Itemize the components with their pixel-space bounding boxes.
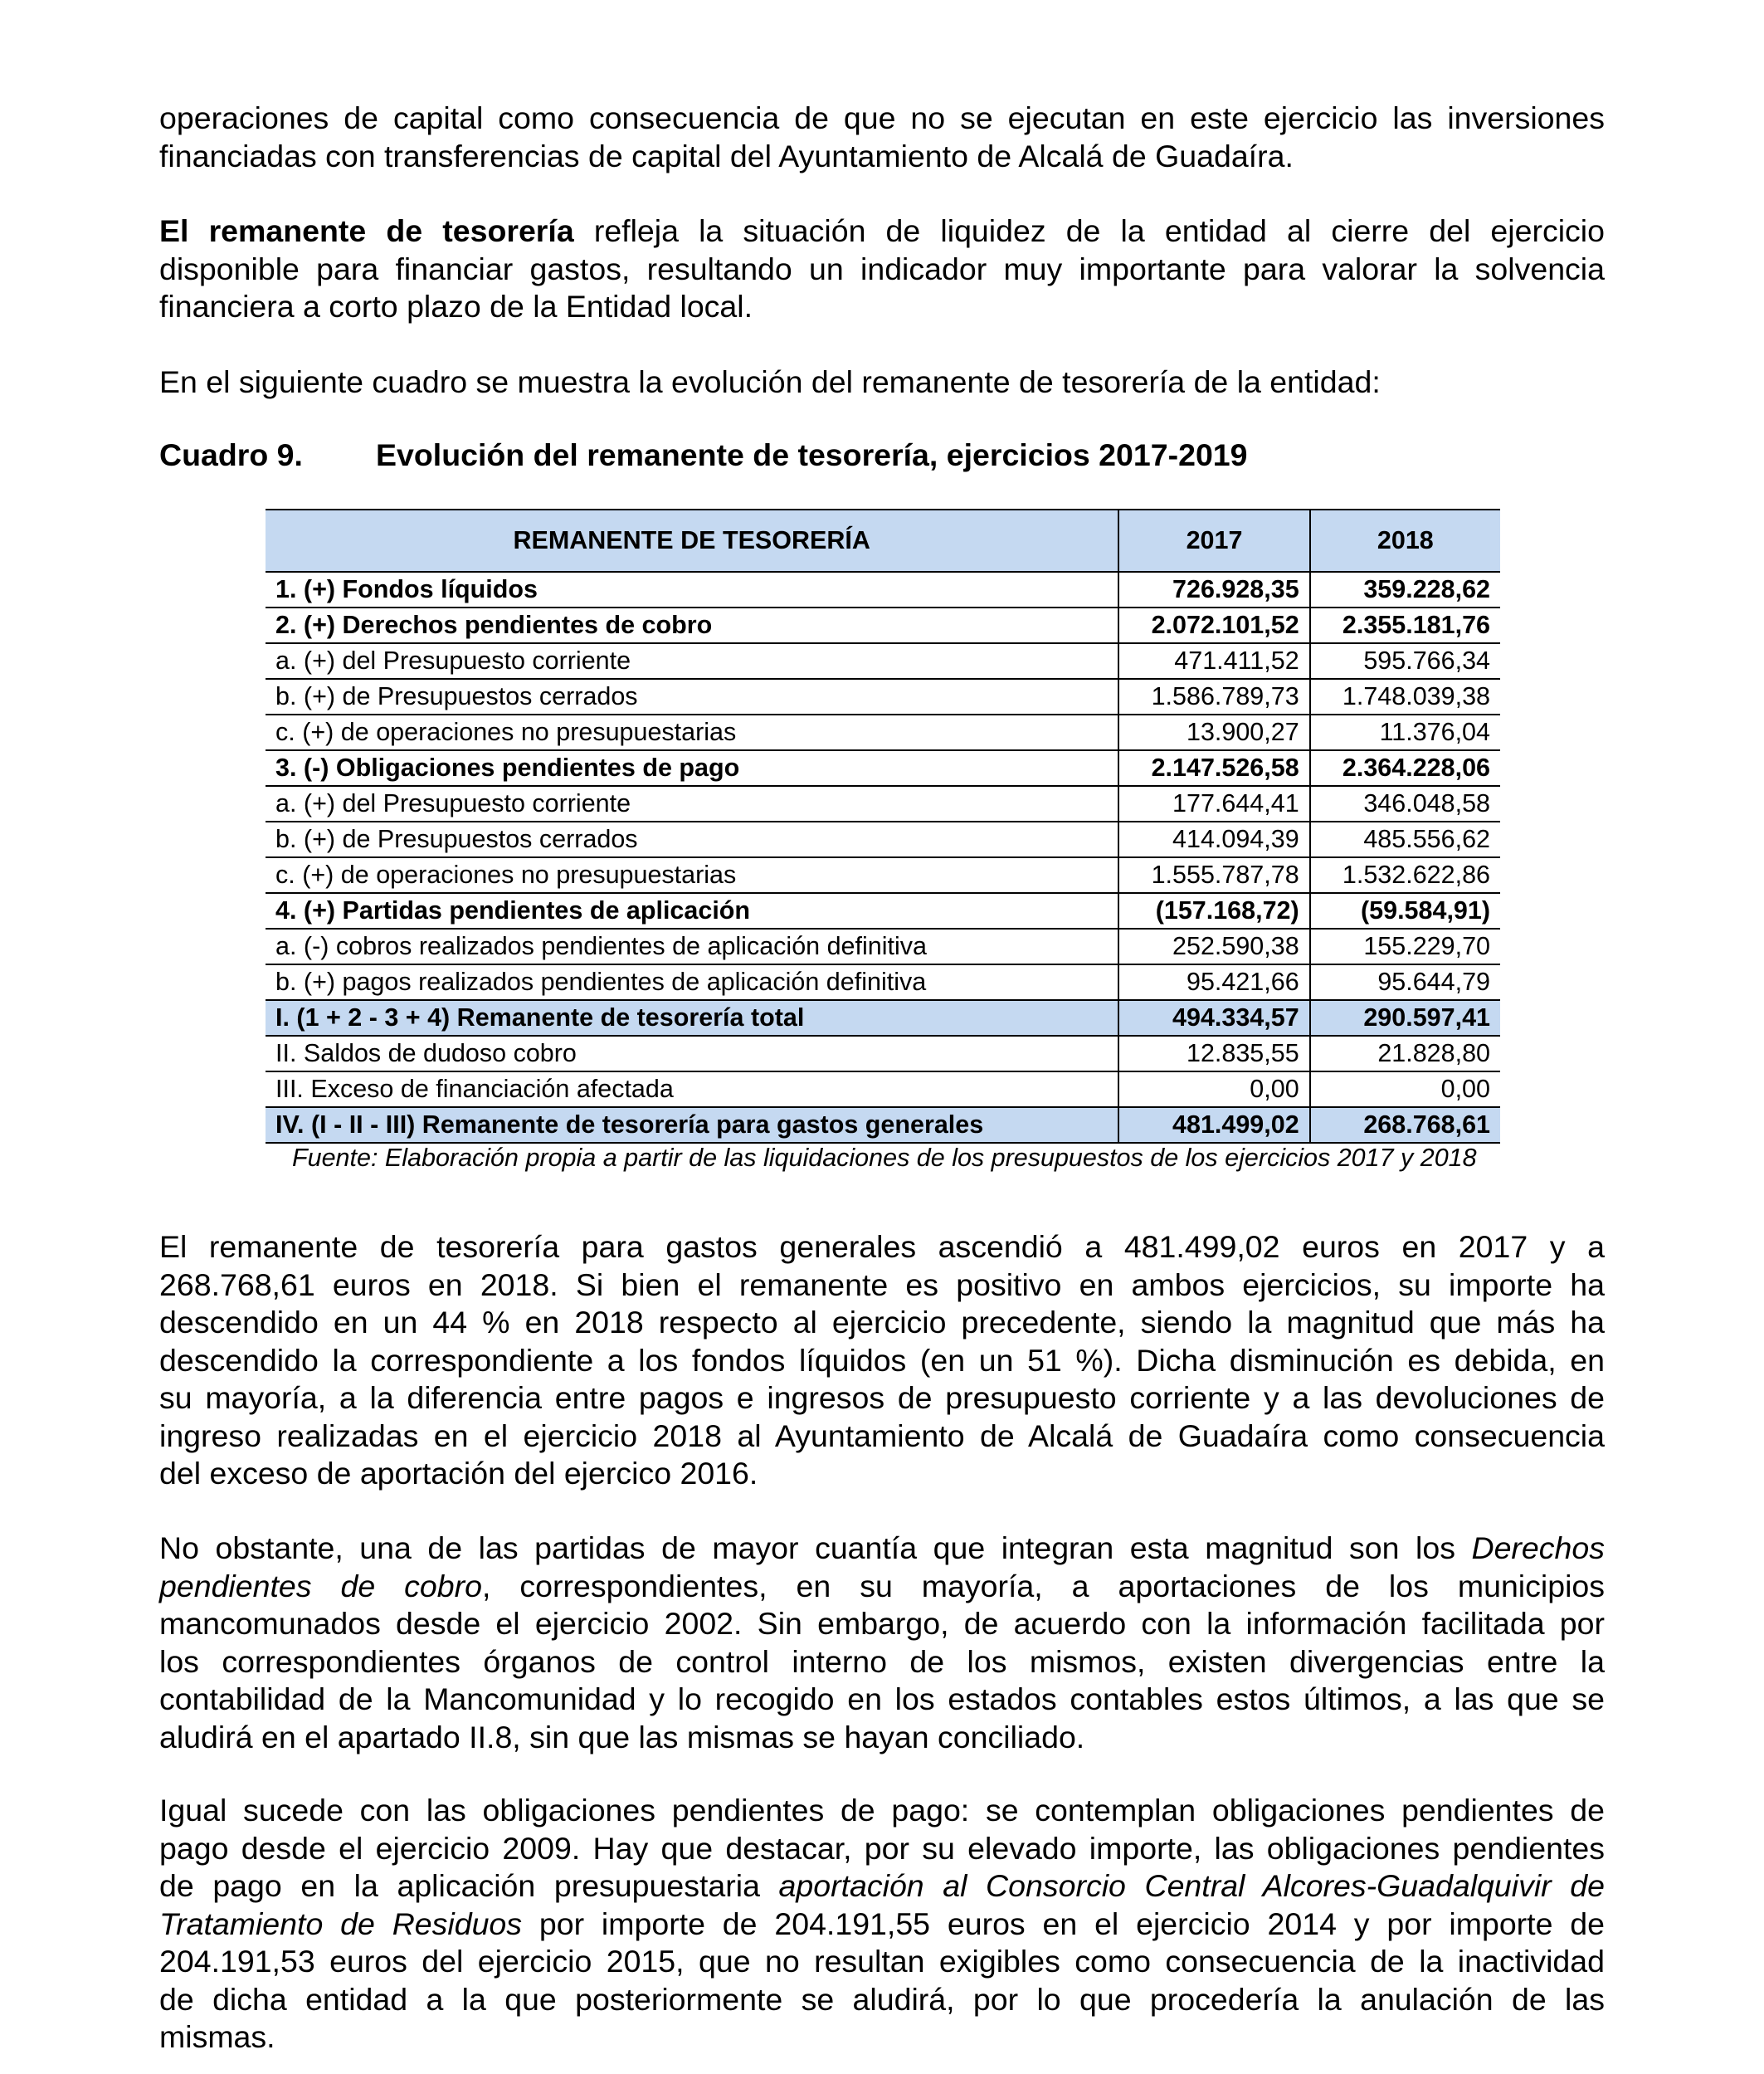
table-row	[266, 715, 1500, 750]
value-2017: (157.168,72)	[1118, 893, 1309, 929]
value-2017: 726.928,35	[1118, 572, 1309, 608]
row-label: I. (1 + 2 - 3 + 4) Remanente de tesorería total	[266, 1000, 1118, 1036]
italic-term: aportación al Consorcio Central Alcores-Guadalquivir de	[778, 1868, 1605, 1903]
table-row	[266, 679, 1500, 715]
table-body	[266, 572, 1500, 1143]
value-2018: 595.766,34	[1310, 643, 1500, 679]
value-2018: 2.355.181,76	[1310, 608, 1500, 643]
text-line: de pago en la aplicación presupuestaria aportación al Consorcio Central Alcores-Guadalquivir de	[159, 1868, 1605, 1903]
text-line: contabilidad de la Mancomunidad y lo recogido en los estados contables estos últimos, a las que se	[159, 1681, 1605, 1716]
table-row	[266, 822, 1500, 857]
value-2018: 2.364.228,06	[1310, 750, 1500, 786]
row-label: c. (+) de operaciones no presupuestarias	[266, 715, 1118, 750]
text-line: El remanente de tesorería para gastos generales ascendió a 481.499,02 euros en 2017 y a	[159, 1229, 1605, 1264]
table-row	[266, 1071, 1500, 1107]
row-label: a. (-) cobros realizados pendientes de aplicación definitiva	[266, 929, 1118, 964]
value-2017: 177.644,41	[1118, 786, 1309, 822]
row-label: c. (+) de operaciones no presupuestarias	[266, 857, 1118, 893]
row-label: II. Saldos de dudoso cobro	[266, 1036, 1118, 1071]
italic-term: Tratamiento de Residuos	[159, 1906, 523, 1941]
row-label: b. (+) de Presupuestos cerrados	[266, 822, 1118, 857]
text-line: ingreso realizadas en el ejercicio 2018 al Ayuntamiento de Alcalá de Guadaíra como consecuencia	[159, 1418, 1605, 1453]
table-row	[266, 929, 1500, 964]
value-2017: 1.586.789,73	[1118, 679, 1309, 715]
obligaciones-paragraph	[159, 1792, 1605, 2057]
row-label: 1. (+) Fondos líquidos	[266, 572, 1118, 608]
row-label: 4. (+) Partidas pendientes de aplicación	[266, 893, 1118, 929]
value-2017: 95.421,66	[1118, 964, 1309, 1000]
text-line: No obstante, una de las partidas de mayor cuantía que integran esta magnitud son los Derechos	[159, 1530, 1605, 1565]
table-row	[266, 750, 1500, 786]
table-row	[266, 1036, 1500, 1071]
value-2017: 252.590,38	[1118, 929, 1309, 964]
value-2017: 471.411,52	[1118, 643, 1309, 679]
table-row	[266, 608, 1500, 643]
value-2018: 359.228,62	[1310, 572, 1500, 608]
text-line: 268.768,61 euros en 2018. Si bien el remanente es positivo en ambos ejercicios, su importe ha	[159, 1266, 1605, 1302]
column-header: 2017	[1118, 510, 1309, 572]
value-2017: 13.900,27	[1118, 715, 1309, 750]
text-line: de dicha entidad a la que posteriormente se aludirá, por lo que procedería la anulación de las	[159, 1981, 1605, 2017]
heading-title: Evolución del remanente de tesorería, ejercicios 2017-2019	[376, 437, 1248, 472]
remanente-table	[266, 509, 1500, 1144]
column-header: REMANENTE DE TESORERÍA	[266, 510, 1118, 572]
table-row	[266, 1107, 1500, 1143]
remanente-paragraph	[159, 212, 1605, 326]
value-2018: 155.229,70	[1310, 929, 1500, 964]
value-2018: 11.376,04	[1310, 715, 1500, 750]
value-2017: 12.835,55	[1118, 1036, 1309, 1071]
row-label: b. (+) pagos realizados pendientes de aplicación definitiva	[266, 964, 1118, 1000]
value-2018: 1.532.622,86	[1310, 857, 1500, 893]
text-line: del exceso de aportación del ejercico 2016.	[159, 1456, 758, 1491]
italic-term: pendientes de cobro	[159, 1568, 482, 1603]
text-line: pendientes de cobro, correspondientes, en su mayoría, a aportaciones de los municipios	[159, 1568, 1606, 1603]
value-2018: (59.584,91)	[1310, 893, 1500, 929]
text-line: aludirá en el apartado II.8, sin que las mismas se hayan conciliado.	[159, 1719, 1085, 1754]
heading-number: Cuadro 9.	[159, 437, 303, 472]
row-label: 3. (-) Obligaciones pendientes de pago	[266, 750, 1118, 786]
bold-term: El remanente de tesorería	[159, 213, 574, 248]
text-line: financiadas con transferencias de capital del Ayuntamiento de Alcalá de Guadaíra.	[159, 138, 1294, 173]
text-line: El remanente de tesorería refleja la situación de liquidez de la entidad al cierre del ejercicio	[159, 213, 1605, 248]
intro-paragraph	[159, 100, 1605, 175]
value-2018: 268.768,61	[1310, 1107, 1500, 1143]
text-line: descendido la correspondiente a los fondos líquidos (en un 51 %). Dicha disminución es debida, en	[159, 1342, 1605, 1378]
value-2017: 2.072.101,52	[1118, 608, 1309, 643]
text-line: En el siguiente cuadro se muestra la evolución del remanente de tesorería de la entidad:	[159, 364, 1381, 399]
value-2017: 414.094,39	[1118, 822, 1309, 857]
table-row	[266, 572, 1500, 608]
italic-term: Derechos	[1471, 1530, 1605, 1565]
row-label: III. Exceso de financiación afectada	[266, 1071, 1118, 1107]
table-row	[266, 893, 1500, 929]
table-source-note: Fuente: Elaboración propia a partir de las liquidaciones de los presupuestos de los ejercicios 2017 y 2018	[292, 1144, 1477, 1172]
row-label: a. (+) del Presupuesto corriente	[266, 786, 1118, 822]
text-line: pago desde el ejercicio 2009. Hay que destacar, por su elevado importe, las obligaciones pendientes	[159, 1830, 1605, 1866]
value-2017: 1.555.787,78	[1118, 857, 1309, 893]
row-label: 2. (+) Derechos pendientes de cobro	[266, 608, 1118, 643]
value-2018: 346.048,58	[1310, 786, 1500, 822]
value-2017: 481.499,02	[1118, 1107, 1309, 1143]
row-label: b. (+) de Presupuestos cerrados	[266, 679, 1118, 715]
text-line: mismas.	[159, 2019, 275, 2054]
text-line: 204.191,53 euros del ejercicio 2015, que no resultan exigibles como consecuencia de la inactividad	[159, 1944, 1605, 1979]
derechos-paragraph	[159, 1530, 1605, 1756]
value-2018: 290.597,41	[1310, 1000, 1500, 1036]
text-line: su mayoría, a la diferencia entre pagos e ingresos de presupuesto corriente y a las devoluciones de	[159, 1380, 1605, 1415]
table-heading	[159, 434, 1248, 476]
column-header: 2018	[1310, 510, 1500, 572]
table-header-row	[266, 510, 1500, 572]
text-line: financiera a corto plazo de la Entidad local.	[159, 289, 753, 324]
value-2017: 494.334,57	[1118, 1000, 1309, 1036]
table-row	[266, 964, 1500, 1000]
table-row	[266, 643, 1500, 679]
text-line: disponible para financiar gastos, resultando un indicador muy importante para valorar la solvencia	[159, 251, 1605, 286]
text-line: operaciones de capital como consecuencia de que no se ejecutan en este ejercicio las inversiones	[159, 100, 1605, 135]
text-line: Igual sucede con las obligaciones pendientes de pago: se contemplan obligaciones pendientes de	[159, 1793, 1605, 1828]
text-line: Tratamiento de Residuos por importe de 204.191,55 euros en el ejercicio 2014 y por importe de	[159, 1906, 1605, 1941]
text-line: descendido en un 44 % en 2018 respecto al ejercicio precedente, siendo la magnitud que más ha	[159, 1305, 1605, 1340]
value-2018: 1.748.039,38	[1310, 679, 1500, 715]
text-line: mancomunados desde el ejercicio 2002. Sin embargo, de acuerdo con la información facilitada por	[159, 1606, 1605, 1641]
text-line: los correspondientes órganos de control interno de los mismos, existen divergencias entre la	[159, 1643, 1605, 1679]
cuadro-intro	[159, 364, 1605, 402]
gastos-paragraph	[159, 1228, 1605, 1493]
value-2018: 95.644,79	[1310, 964, 1500, 1000]
table-row	[266, 786, 1500, 822]
value-2017: 2.147.526,58	[1118, 750, 1309, 786]
row-label: IV. (I - II - III) Remanente de tesorería para gastos generales	[266, 1107, 1118, 1143]
value-2018: 0,00	[1310, 1071, 1500, 1107]
value-2018: 21.828,80	[1310, 1036, 1500, 1071]
value-2018: 485.556,62	[1310, 822, 1500, 857]
table-row	[266, 1000, 1500, 1036]
value-2017: 0,00	[1118, 1071, 1309, 1107]
row-label: a. (+) del Presupuesto corriente	[266, 643, 1118, 679]
table-row	[266, 857, 1500, 893]
